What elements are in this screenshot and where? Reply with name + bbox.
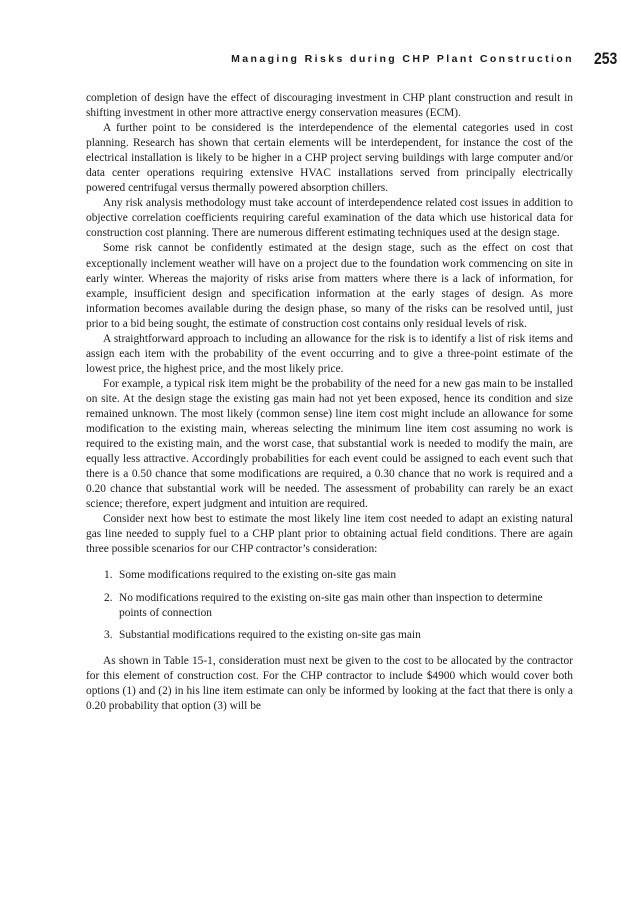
paragraph: completion of design have the effect of discouraging investment in CHP plant construction and result in shifting investment in other more attractive energy conservation measures (ECM). xyxy=(86,92,573,120)
paragraph: Consider next how best to estimate the most likely line item cost needed to adapt an existing natural gas line needed to supply fuel to a CHP plant prior to obtaining actual field conditions. There are again three possible scenarios for our CHP contractor’s consideration: xyxy=(86,513,573,556)
paragraph: For example, a typical risk item might be the probability of the need for a new gas main to be installed on site. At the design stage the existing gas main had not yet been exposed, hence its condition and size remained unknown. The most likely (common sense) line item cost might include an allowance for some modification to the existing main, whereas selecting the minimum line item cost assuming no work is required to the existing main, and the worst case, that substantial work is needed to modify the main, are equally less attractive. Accordingly probabilities for each event could be assigned to each event such that there is a 0.50 chance that some modifications are required, a 0.30 chance that no work is required and a 0.20 chance that substantial work will be needed. The assessment of probability can rarely be an exact science; therefore, expert judgment and intuition are required. xyxy=(86,377,573,511)
list-item-text: No modifications required to the existing on-site gas main other than inspection to determine points of connection xyxy=(119,591,543,619)
list-item xyxy=(104,568,573,583)
list-item-text: Substantial modifications required to the existing on-site gas main xyxy=(119,628,421,641)
body-text xyxy=(86,91,573,714)
paragraph: Some risk cannot be confidently estimated at the design stage, such as the effect on cost that exceptionally inclement weather will have on a project due to the foundation work commencing on site in early winter. Whereas the majority of risks arise from matters where there is a lack of information, for example, insufficient design and specification information at the early stages of design. As more information becomes available during the design phase, so many of the risks can be resolved until, just prior to a bid being sought, the estimate of construction cost contains only residual levels of risk. xyxy=(86,242,573,330)
list-item xyxy=(104,628,573,643)
paragraph: As shown in Table 15-1, consideration must next be given to the cost to be allocated by the contractor for this element of construction cost. For the CHP contractor to include $4900 which would cover both options (1) and (2) in his line item estimate can only be informed by looking at the fact that there is only a 0.20 probability that option (3) will be xyxy=(86,654,573,712)
paragraph: A further point to be considered is the interdependence of the elemental categories used in cost planning. Research has shown that certain elements will be interdependent, for instance the cost of the electrical installation is likely to be higher in a CHP project serving buildings with large computer and/or data center operations requiring extensive HVAC installations served from principally electrically powered centrifugal versus thermally powered absorption chillers. xyxy=(86,122,573,195)
page-number: 253 xyxy=(594,49,618,68)
list-item xyxy=(104,591,573,621)
paragraph: Any risk analysis methodology must take account of interdependence related cost issues in addition to objective correlation coefficients requiring careful examination of the data which use historical data for construction cost planning. There are numerous different estimating techniques used at the design stage. xyxy=(86,197,573,240)
running-title: Managing Risks during CHP Plant Construction xyxy=(231,53,574,65)
running-header xyxy=(86,48,574,70)
list-item-number: 3. xyxy=(104,628,113,641)
list-item-number: 2. xyxy=(104,591,113,604)
list-item-text: Some modifications required to the existing on-site gas main xyxy=(119,569,397,582)
paragraph: A straightforward approach to including an allowance for the risk is to identify a list of risk items and assign each item with the probability of the event occurring and to give a three-point estimate of the lowest price, the highest price, and the most likely price. xyxy=(86,332,573,375)
scenario-list xyxy=(86,568,573,642)
list-item-number: 1. xyxy=(104,569,113,582)
